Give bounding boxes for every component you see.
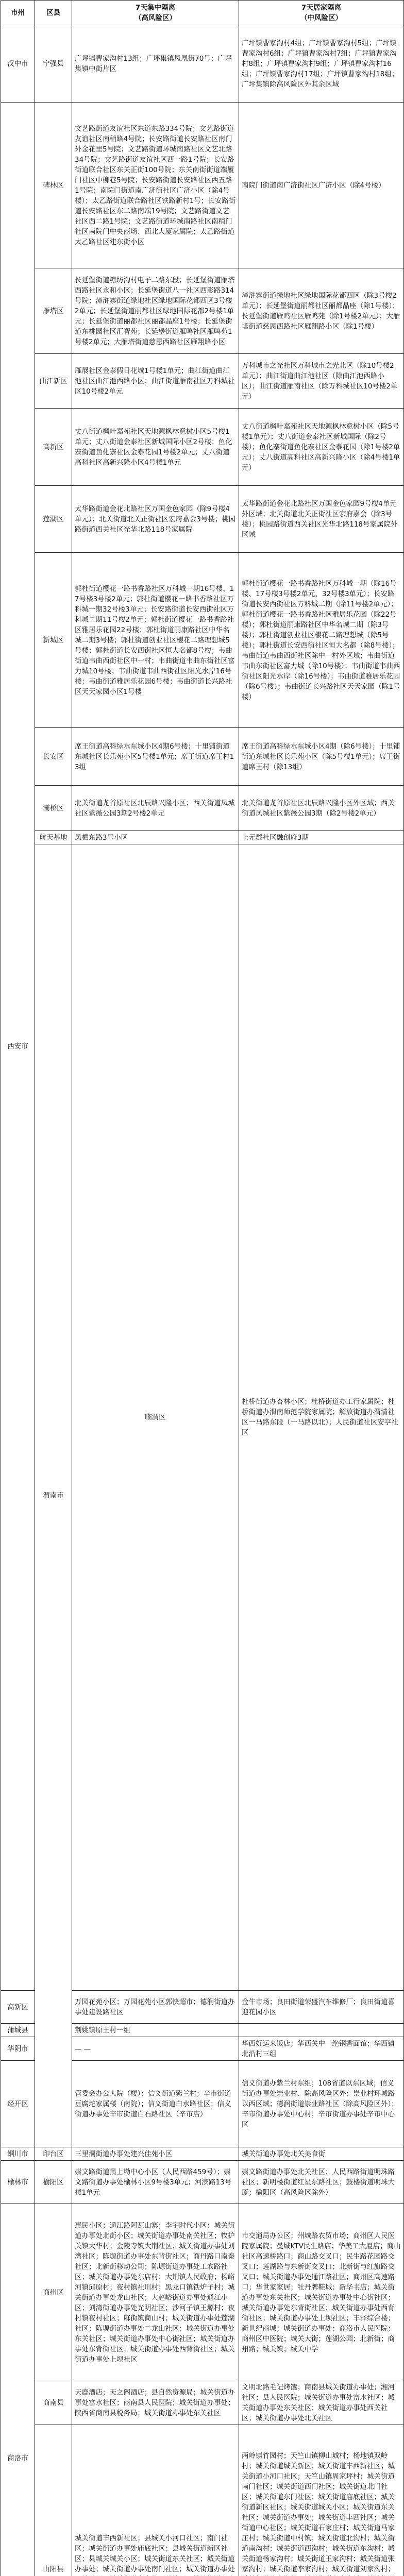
- city-cell: 商洛市: [1, 2204, 35, 2576]
- table-row: [1, 2381, 404, 2425]
- city-cell: 西安市: [1, 103, 35, 1991]
- mid-risk-cell: [239, 2024, 404, 2037]
- table-row: [1, 786, 404, 831]
- county-cell: 蒲城县: [1, 2024, 35, 2037]
- high-risk-cell: 崇文路街道黑上坳中心小区（人民西路459号）；崇文路街道办事处榆林小区9号楼3单元；河滨路13号楼1单元: [72, 2161, 239, 2204]
- table-row: [1, 103, 404, 268]
- county-cell: 曲江新区: [35, 354, 72, 409]
- county-cell: 莲湖区: [35, 486, 72, 553]
- mid-risk-cell: 崇文路街道办事处北关社区；人民西路街道明珠路社区；新明楼街道红星东路社区；鼓楼街道明珠大厦；榆阳区（高风险区除外）: [239, 2161, 404, 2204]
- city-cell: 铜川市: [1, 2147, 35, 2161]
- high-risk-cell: 万园花苑小区；万园花苑小区郭快超市；德润街道办事处建设路社区: [72, 1991, 239, 2024]
- mid-risk-cell: 广坪镇曹家沟村4组；广坪镇曹家沟村5组；广坪镇曹家沟村6组；广坪镇曹家沟村7组；广坪镇曹家沟村8组；广坪镇曹家沟村9组；广坪镇曹家沟村16组；广坪镇曹家沟村17组；广坪镇曹家沟村18组；广坪集镇除高风险区外其余区域: [239, 25, 404, 103]
- mid-risk-cell: 两岭镇竹园村；天竺山镇柳山城村；杨地镇双岭村；城关街道城关新区；城关街道丰西新社区；城关街道小河口社区；天竺山镇周家坪村；城关街道南门社区；城关街道西门社区；城关街道北门社区；城关街道东门社区；城关街道庙底社区；城关街道新区社区；城关街道城关小区；城关街道东关社区；城关街道办事处；城关街道丰西社区；城关街道中心社区；城关街道石家庄村；城关街道马家庄村；城关街道中村镇；城关街道北沟村；城关街道南沟村；城关街道西沟村；城关街道东沟村；城关街道杨家沟村；城关街道王家沟村；城关街道张家沟村；城关街道李家沟村；城关街道刘家沟村；: [239, 2425, 404, 2576]
- header-high-title: 7天集中隔离: [75, 3, 236, 13]
- mid-risk-cell: 漳浒寨街道绿地社区绿地国际花都西区（除3号楼2单元）；长延堡街道丽都社区丽都晶座（除1号楼）；长延堡街道雁鸣社区雁鸣苑（除1号楼2单元）；大雁塔街道慈恩西路社区雁翔路小区（除1号楼）: [239, 268, 404, 354]
- table-row: [1, 409, 404, 486]
- header-county: 区县: [35, 1, 72, 25]
- county-cell: 经开区: [1, 2061, 35, 2147]
- high-risk-cell: 太华路街道金花北路社区万国金色家园（除9号楼4单元）；北关街道北关正街社区宏府嘉会3号楼；桃园路街道西关社区光华北路118号家属院: [72, 486, 239, 553]
- mid-risk-cell: 城关街道办事处北关美食街: [239, 2147, 404, 2161]
- high-risk-cell: 天鹿酒店；天之阁酒店；县自然资源局；城关街道办事处富水社区；商南县人民医院；城关街道办事处；陕西省商南县税务局；城关街道办事处东关社区: [72, 2381, 239, 2425]
- high-risk-cell: 城关街道丰西新社区；县城关小河口社区；南门社区；城关街道办事处庙底社区；县城关街道新区社区；县城关城关小区；城关街道东关社区；城关街道办事处；城关街道办事处南门社区；城关街道办事处: [72, 2425, 239, 2576]
- table-row: [1, 2425, 404, 2576]
- mid-risk-cell: 金牛市场；良田街道荣盛汽车维修厂；良田街道喜迎花园小区: [239, 1991, 404, 2024]
- mid-risk-cell: 华西好运来饭店；华西关中一绝钢香面馆；华西镇北沿村三组: [239, 2037, 404, 2061]
- county-cell: 碑林区: [35, 103, 72, 268]
- table-row: [1, 2147, 404, 2161]
- county-cell: 印台区: [35, 2147, 72, 2161]
- header-high-risk: [72, 1, 239, 25]
- high-risk-cell: 凤栖东路3号小区: [72, 831, 239, 844]
- county-cell: 商南县: [35, 2381, 72, 2425]
- mid-risk-cell: 市交通局办公区；州城路农贸市场；商州区人民医院家属院；曼城KTV民生路店；华美工大厦店；商山社区高速桥路口；商山路交叉口；民生路花园路交叉口；莲湖路与东新街交叉口；北新街与红旗路交叉口；城关街道办事处通江路社区；商州区高速路口；华世家家居；牡丹牌鞋城；新华书店；城关街道办事处东关社区；城关街道办事处中心街社区；城关街道办事处东背街社区；城关街道办事处西背街社区；城关街道办事处上坝社区；丰泽综合楼；新世纪商城；城关街道办事处；商洛市人民医院；商州区中医院；城关大街；莲湖公园；北新街；商州路；城关镇；城关中学: [239, 2204, 404, 2381]
- header-high-sub: （高风险区）: [75, 13, 236, 23]
- table-row: [1, 831, 404, 844]
- table-row: [1, 2204, 404, 2381]
- county-cell: 高新区: [35, 409, 72, 486]
- mid-risk-cell: 丈八街道枫叶嘉苑社区天地源枫林意树小区（除5号楼1单元）；丈八街道金泰社区新城国际（除2号楼）；鱼化寨街道鱼化寨社区金泰花园（除1号楼2单元）；丈八街道高科社区高新兴隆小区（除4号楼1单元）: [239, 409, 404, 486]
- high-risk-cell: 雁展社区金泰假日花城1号楼1单元；曲江街道曲江池社区曲江池西路小区；曲江街道雁南社区万科城社区10号楼2单元: [72, 354, 239, 409]
- high-risk-cell: 北关街道龙首原社区北辰路兴隆小区；西关街道凤城社区紫薇公园3期2号楼2单元: [72, 786, 239, 831]
- county-cell: 华阴市: [1, 2037, 35, 2061]
- table-row: [1, 844, 404, 1991]
- header-mid-risk: [239, 1, 404, 25]
- high-risk-cell: 文艺路街道友谊社区东道东路334号院；文艺路街道友谊社区南稍路4号院；长安路街道长安路社区南门外金花里5号院；文艺路街道环城南路社区文艺北路34号院；文艺路街道友谊社区西一路1号院；长安路街道联合社区东关正街100号院；东关南街街道端履门社区中柳巷5号院；长安路街道长安路社区西五路1号院；南院门街道南广济街社区广济小区（除4号楼）；太乙路街道联合路社区铁路新村1号；长安路街道长安路社区东二路南端19号院；文艺路街道文艺社区西二路1号院；文艺路街道环城南路社区南稍门社区南院门中央商场、西北大厦家属院；太乙路街道太乙路社区建东街小区: [72, 103, 239, 268]
- county-cell: 高新区: [1, 1991, 35, 2024]
- city-cell: 榆林市: [1, 2161, 35, 2204]
- high-risk-cell: 杜桥街道办杏林小区；杜桥街道办工行家属院；杜桥街道办渭南师范学院家属院；解放街道办渭清社区一马路东段（一马路以北）；人民街道社区安亭社区: [239, 844, 404, 1991]
- table-row: [1, 2161, 404, 2204]
- county-cell: 榆阳区: [35, 2161, 72, 2204]
- county-cell: 临渭区: [72, 844, 239, 1991]
- table-row: [1, 553, 404, 728]
- header-mid-sub: （中风险区）: [242, 13, 401, 23]
- table-row: [1, 25, 404, 103]
- city-cell: 渭南市: [35, 844, 72, 2147]
- high-risk-cell: 管委会办公大院（楼）；信义街道紫兰村；辛市街道豆腐坨家属楼（南院）；信义街道白水路社区；信义街道办事处辛市街道白石路社区（辛市店）: [72, 2061, 239, 2147]
- county-cell: 长安区: [35, 728, 72, 786]
- mid-risk-cell: 上元郡社区融创府3期: [239, 831, 404, 844]
- table-header-row: [1, 1, 404, 25]
- mid-risk-cell: 郭杜街道樱花一路书香路社区万科城一期（除16号楼、17号楼3号楼2单元、32号楼3单元）；长安路街道长安西街社区万科城二期（除11号楼2单元）；郭杜街道樱花一路书香路社区雅居乐花园（除22号楼）；郭杜街道丽康路社区中华名城二期（除3号楼）；郭杜街道创业社区樱花二路理想城（除5号楼）；郭杜街道长安西街社区恒大名都（除8号楼）；韦曲街道韦曲西街社区除中一村外区域；韦曲街道韦曲东街社区富力城（除10号楼）；韦曲街道韦曲西街社区阳光水岸（除16号楼）；韦曲街道雅居乐花园（除6号楼）；韦曲街道长兴路社区天天家园（除1号楼）: [239, 553, 404, 728]
- county-cell: 灞桥区: [35, 786, 72, 831]
- county-cell: 山阳县: [35, 2425, 72, 2576]
- county-cell: 新城区: [35, 553, 72, 728]
- high-risk-cell: 长延堡街道糖坊沟村电子二路东段；长延堡街道雁塔西路社区永和小区；长延堡街道八一社区西影路314号院；漳浒寨街道绿地社区绿地国际花都西区3号楼2单元；长延堡街道丽都社区绿地国际花都2号楼1单元；长延堡街道丽都社区丽都晶座1号楼；长延堡街道东桃园社区汇智苑；长延堡街道雁鸣社区雁鸣苑1号楼2单元；大雁塔街道慈恩西路社区雁翔路小区: [72, 268, 239, 354]
- high-risk-cell: 荆姚镇原王村一组: [72, 2024, 239, 2037]
- county-cell: 宁强县: [35, 25, 72, 103]
- mid-risk-cell: 北关街道龙首原社区北辰路兴隆小区外区域；西关街道凤城社区紫薇公园3期（除2号楼2单元）: [239, 786, 404, 831]
- mid-risk-cell: 南院门街道南广济街社区广济小区（除4号楼）: [239, 103, 404, 268]
- mid-risk-cell: 太华路街道金花北路社区万国金色家园9号楼4单元外区域；北关街道北关正街社区宏府嘉会（除3号楼）；桃园路街道西关社区光华北路118号家属院外区域: [239, 486, 404, 553]
- high-risk-cell: 郭杜街道樱花一路书香路社区万科城一期16号楼、17号楼3号楼2单元；郭杜街道樱花一路书香路社区万科城一期32号楼3单元；长安路街道长安西街社区万科城二期11号楼2单元；郭杜街道樱花一路书香路社区雅居乐花园22号楼；郭杜街道丽康路社区中华名城二期3号楼；郭杜街道创业社区樱花二路理想城5号楼；郭杜街道长安西街社区恒大名都8号楼；韦曲街道韦曲西街社区中一村；韦曲街道韦曲东街社区富力城10号楼；韦曲街道韦曲西街社区阳光水岸16号楼；韦曲街道雅居乐花园6号楼；韦曲街道长兴路社区天天家园小区1号楼: [72, 553, 239, 728]
- mid-risk-cell: 席王街道高科绿水东城小区4期（除6号楼）；十里铺街道东城社区长乐苑小区（除5号楼1单元）；席王街道席王村（除13组）: [239, 728, 404, 786]
- high-risk-cell: 席王街道高科绿水东城小区4期6号楼；十里铺街道东城社区长乐苑小区5号楼1单元；席王街道席王村13组: [72, 728, 239, 786]
- header-mid-title: 7天居家隔离: [242, 3, 401, 13]
- high-risk-cell: 三里洞街道办事处建兴佳苑小区: [72, 2147, 239, 2161]
- table-row: [1, 268, 404, 354]
- table-row: [1, 354, 404, 409]
- mid-risk-cell: 文明北路毛记烤馕；商南县城关街道办事处；湘河社区；县人民医院；城关街道办事处富水社区；城关街道办事处东关社区；城关街道办事处西关社区；城关街道办事处北关社区: [239, 2381, 404, 2425]
- high-risk-cell: — —: [72, 2037, 239, 2061]
- header-city: 市州: [1, 1, 35, 25]
- high-risk-cell: 丈八街道枫叶嘉苑社区天地源枫林意树小区5号楼1单元；丈八街道金泰社区新城国际小区2号楼；鱼化寨街道鱼化寨社区金泰花园1号楼2单元；丈八街道高科社区高新兴隆小区4号楼1单元: [72, 409, 239, 486]
- table-row: [1, 728, 404, 786]
- county-cell: 航天基地: [35, 831, 72, 844]
- high-risk-cell: 惠民小区；通江路阿瓦山寨；李宇时代小区；城关街道办事处北街小区；城关街道办事处南关社区；牧护关镇大华村；金陵寺镇大荆社区；城关街道办事处刘湾社区；陈塬街道办事处东背街社区；商丹路口南秦社区；北新街移动公司；陈塬街道办事处工农路社区；城关街道办事处东店村；大荆镇人民政府；杨峪河镇邱原村；夜村镇社川村；黑龙口镇铁炉子村；城关街道办事处龙山社区；大赵峪街道办事处通江小区；刘湾街道办事处光明社区；沙河子镇王塬村；夜村镇夜村社区；麻街镇商山村；城关街道办事处莲湖社区；陈塬街道办事处二龙山社区；城关街道办事处东关社区；城关街道办事处中心街社区；城关街道办事处东背街社区；城关街道办事处西背街社区；城关街道办事处上坝社区: [72, 2204, 239, 2381]
- high-risk-cell: 广坪镇曹家沟村13组；广坪集镇凤凰街70号；广坪集镇中街片区: [72, 25, 239, 103]
- mid-risk-cell: 万科城市之光社区万科城市之光北区（除10号楼2单元）；曲江街道曲江池社区（除曲江池西路小区）；曲江街道雁南社区（除万科城社区10号楼2单元）: [239, 354, 404, 409]
- mid-risk-cell: 信义街道办紫兰村东组；108省道以东区域；信义街道办事处崇业村、除高风险区外；崇业村环城路以西区域；德润街道崇业路社区（除高风险区外）；辛市街道办事处中心村；辛市街道办事处辛市中心区: [239, 2061, 404, 2147]
- city-cell: 汉中市: [1, 25, 35, 103]
- table-row: [1, 486, 404, 553]
- county-cell: 雁塔区: [35, 268, 72, 354]
- risk-area-table: [1, 0, 404, 2576]
- county-cell: 商州区: [35, 2204, 72, 2381]
